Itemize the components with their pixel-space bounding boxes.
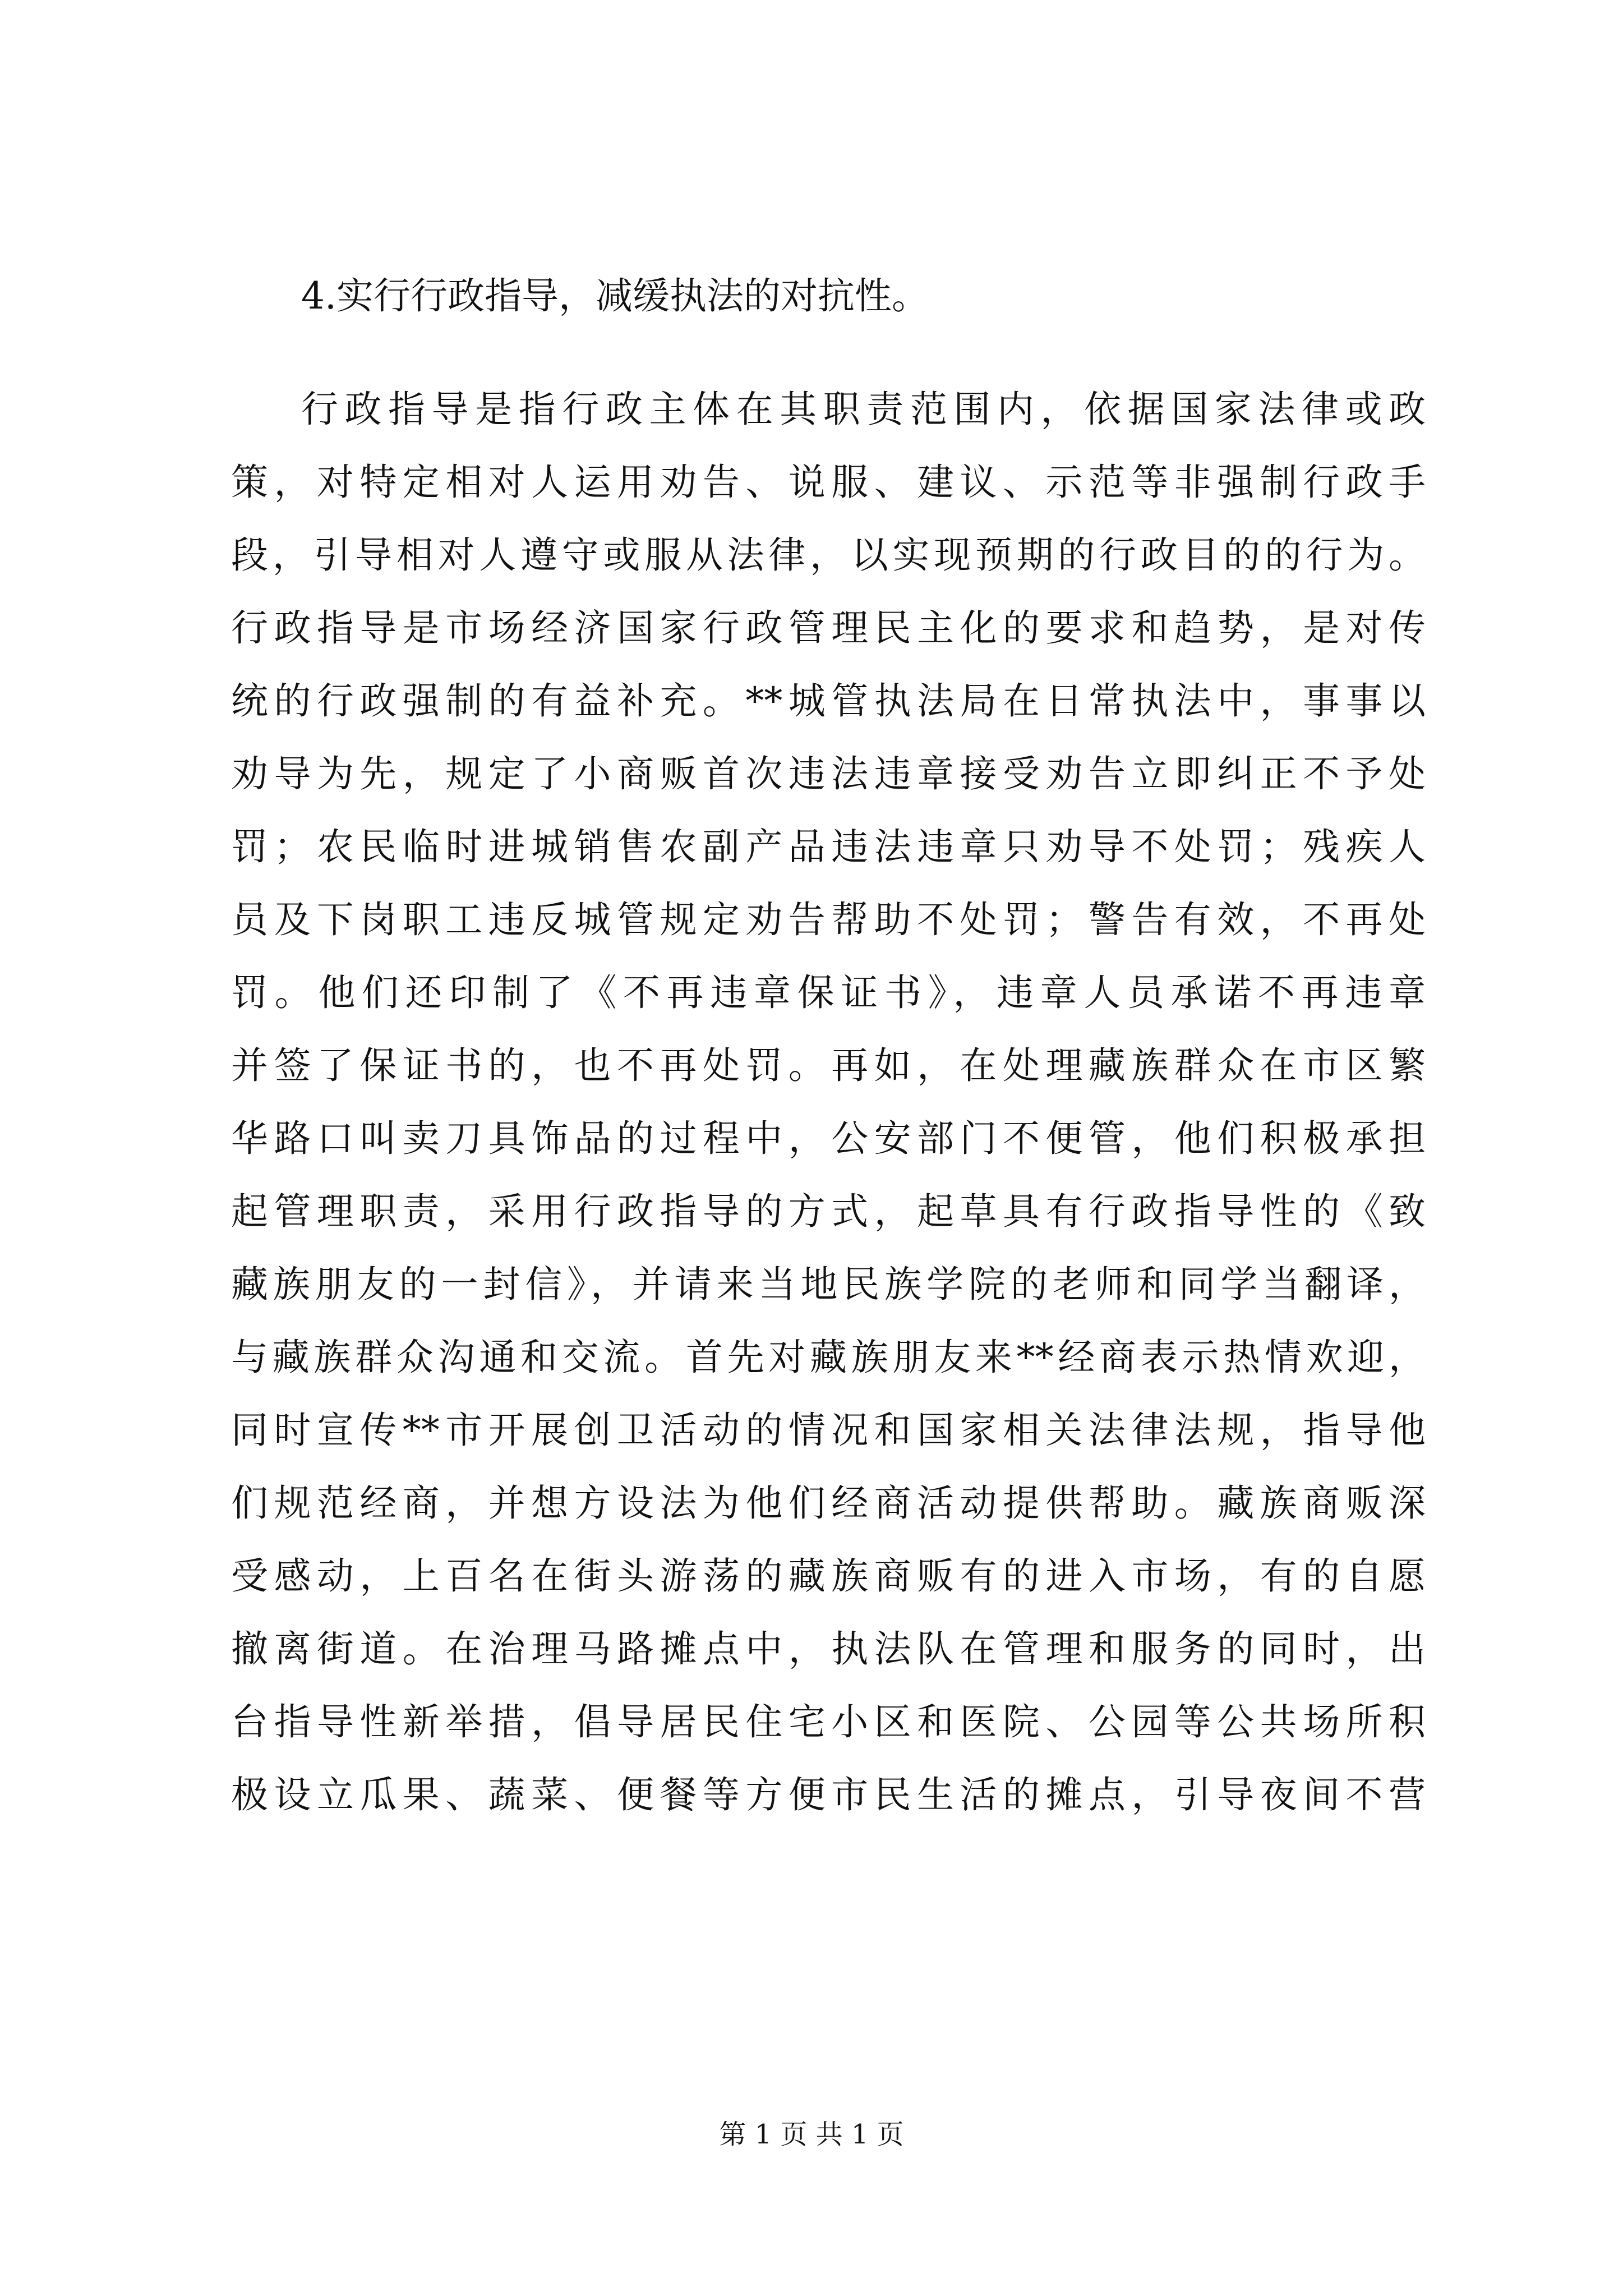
paragraph-line: 策，对特定相对人运用劝告、说服、建议、示范等非强制行政手 [231,461,1426,504]
paragraph-line: 台指导性新举措，倡导居民住宅小区和医院、公园等公共场所积 [231,1700,1426,1743]
paragraph-line: 们规范经商，并想方设法为他们经商活动提供帮助。藏族商贩深 [231,1481,1426,1525]
section-heading: 4.实行行政指导，减缓执法的对抗性。 [301,274,929,318]
paragraph-line: 行政指导是指行政主体在其职责范围内，依据国家法律或政 [301,388,1426,431]
paragraph-line: 起管理职责，采用行政指导的方式，起草具有行政指导性的《致 [231,1190,1426,1233]
paragraph-line: 藏族朋友的一封信》，并请来当地民族学院的老师和同学当翻译， [231,1263,1426,1306]
paragraph-line: 劝导为先，规定了小商贩首次违法违章接受劝告立即纠正不予处 [231,752,1426,795]
page-footer: 第 1 页 共 1 页 [719,2119,904,2150]
paragraph-line: 与藏族群众沟通和交流。首先对藏族朋友来**经商表示热情欢迎， [231,1336,1426,1379]
paragraph-line: 罚。他们还印制了《不再违章保证书》，违章人员承诺不再违章 [231,971,1426,1014]
paragraph-line: 段，引导相对人遵守或服从法律，以实现预期的行政目的的行为。 [231,533,1426,577]
paragraph-line: 撤离街道。在治理马路摊点中，执法队在管理和服务的同时，出 [231,1627,1426,1671]
paragraph-line: 极设立瓜果、蔬菜、便餐等方便市民生活的摊点，引导夜间不营 [231,1773,1426,1816]
paragraph-line: 员及下岗职工违反城管规定劝告帮助不处罚；警告有效，不再处 [231,898,1426,941]
paragraph-line: 并签了保证书的，也不再处罚。再如，在处理藏族群众在市区繁 [231,1044,1426,1087]
paragraph-line: 受感动，上百名在街头游荡的藏族商贩有的进入市场，有的自愿 [231,1554,1426,1598]
paragraph-line: 行政指导是市场经济国家行政管理民主化的要求和趋势，是对传 [231,606,1426,650]
paragraph-line: 统的行政强制的有益补充。**城管执法局在日常执法中，事事以 [231,679,1426,723]
paragraph-line: 同时宣传**市开展创卫活动的情况和国家相关法律法规，指导他 [231,1409,1426,1452]
paragraph-line: 华路口叫卖刀具饰品的过程中，公安部门不便管，他们积极承担 [231,1117,1426,1160]
paragraph-line: 罚；农民临时进城销售农副产品违法违章只劝导不处罚；残疾人 [231,825,1426,868]
